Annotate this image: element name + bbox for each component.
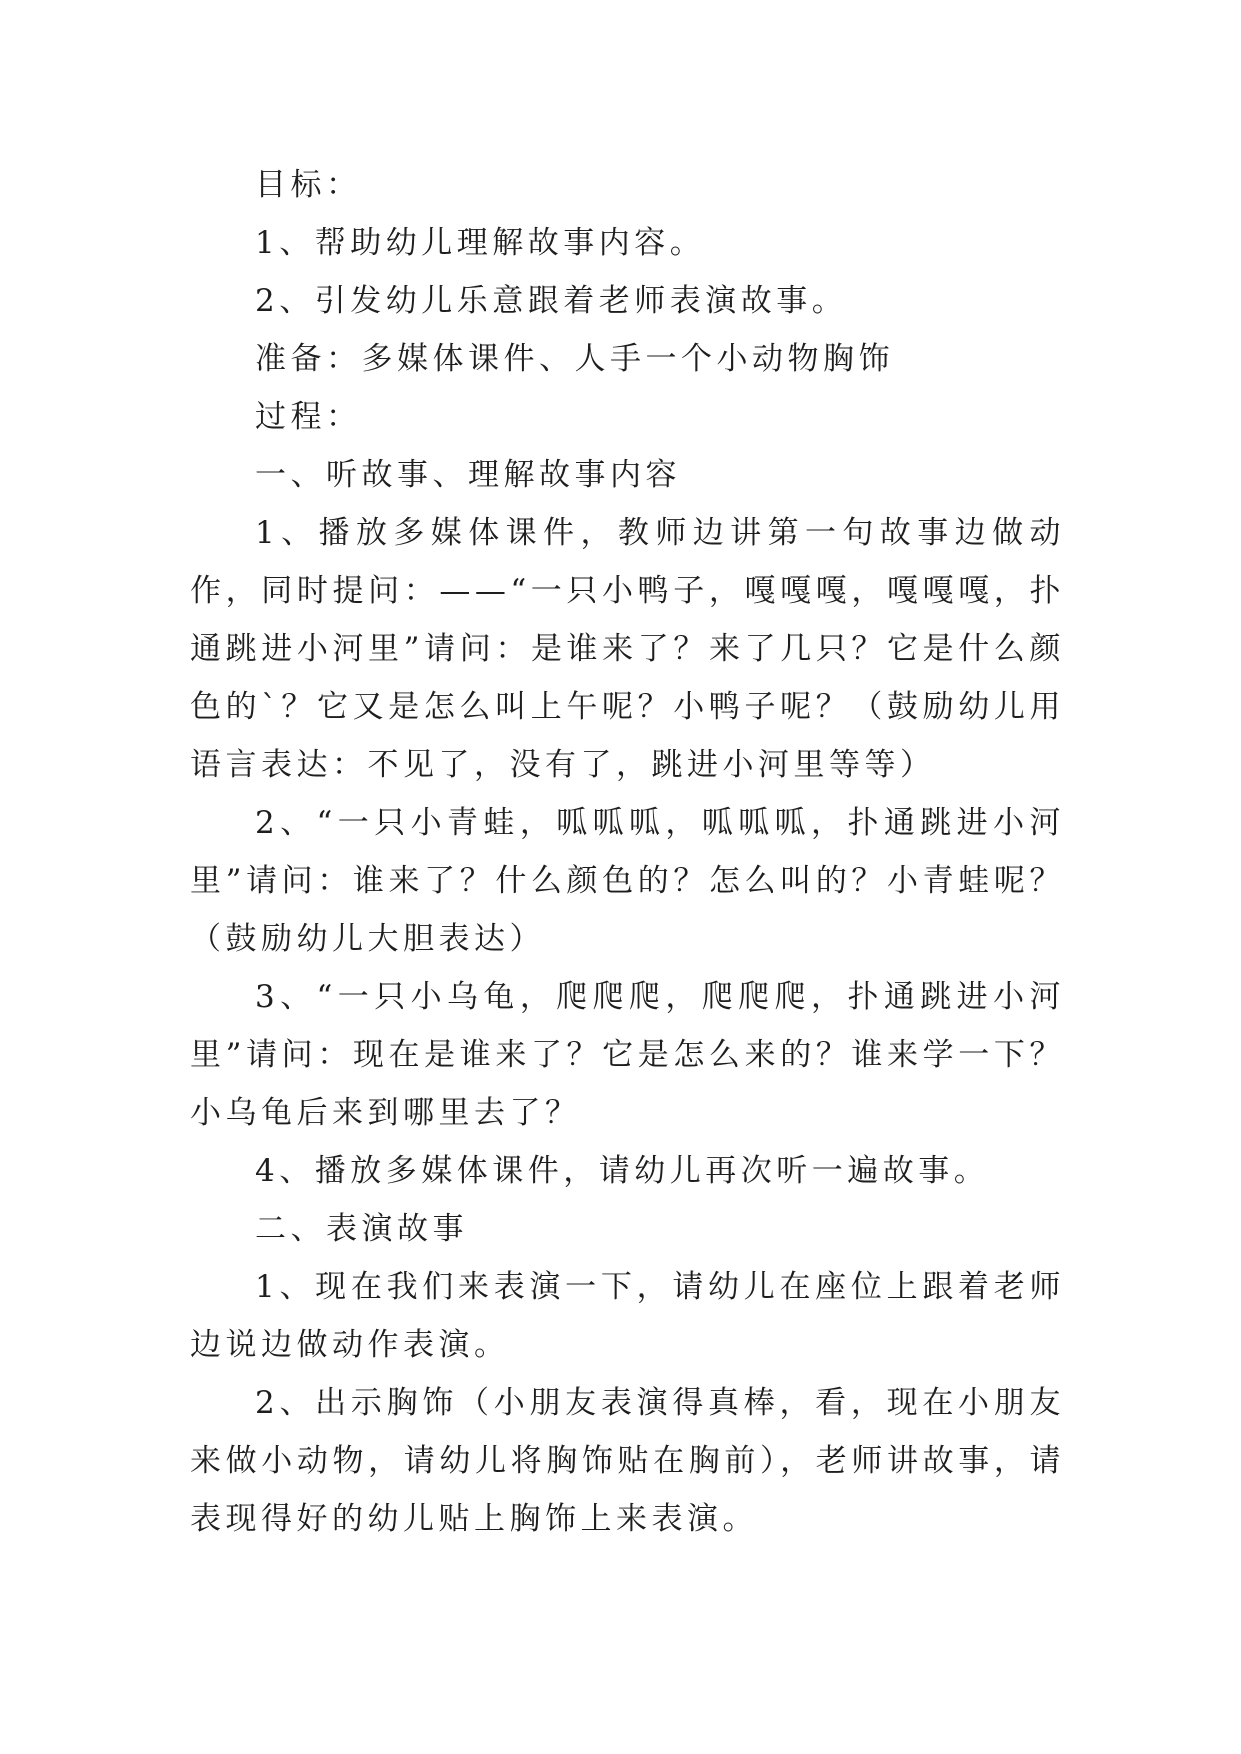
section-1-step-3: 3、“一只小乌龟，爬爬爬，爬爬爬，扑通跳进小河里”请问：现在是谁来了？它是怎么来的？谁来学一下？小乌龟后来到哪里去了？ — [190, 979, 1065, 1131]
goal-item-2: 2、引发幼儿乐意跟着老师表演故事。 — [255, 283, 848, 319]
process-heading: 过程： — [255, 399, 362, 435]
document-body — [190, 156, 1065, 1548]
preparation-line: 准备：多媒体课件、人手一个小动物胸饰 — [255, 341, 894, 377]
section-2-heading: 二、表演故事 — [255, 1211, 468, 1247]
goal-heading: 目标： — [255, 167, 362, 203]
section-1-step-1: 1、播放多媒体课件，教师边讲第一句故事边做动作，同时提问：——“一只小鸭子，嘎嘎嘎，嘎嘎嘎，扑通跳进小河里”请问：是谁来了？来了几只？它是什么颜色的`？它又是怎么叫上午呢？小鸭子呢？（鼓励幼儿用语言表达：不见了，没有了，跳进小河里等等） — [190, 515, 1065, 783]
section-2-step-2: 2、出示胸饰（小朋友表演得真棒，看，现在小朋友来做小动物，请幼儿将胸饰贴在胸前），老师讲故事，请表现得好的幼儿贴上胸饰上来表演。 — [190, 1385, 1065, 1537]
section-2-step-1: 1、现在我们来表演一下，请幼儿在座位上跟着老师边说边做动作表演。 — [190, 1269, 1065, 1363]
section-1-heading: 一、听故事、理解故事内容 — [255, 457, 681, 493]
goal-item-1: 1、帮助幼儿理解故事内容。 — [255, 225, 706, 261]
section-1-step-2: 2、“一只小青蛙，呱呱呱，呱呱呱，扑通跳进小河里”请问：谁来了？什么颜色的？怎么叫的？小青蛙呢？（鼓励幼儿大胆表达） — [190, 805, 1065, 957]
section-1-step-4: 4、播放多媒体课件，请幼儿再次听一遍故事。 — [255, 1153, 990, 1189]
